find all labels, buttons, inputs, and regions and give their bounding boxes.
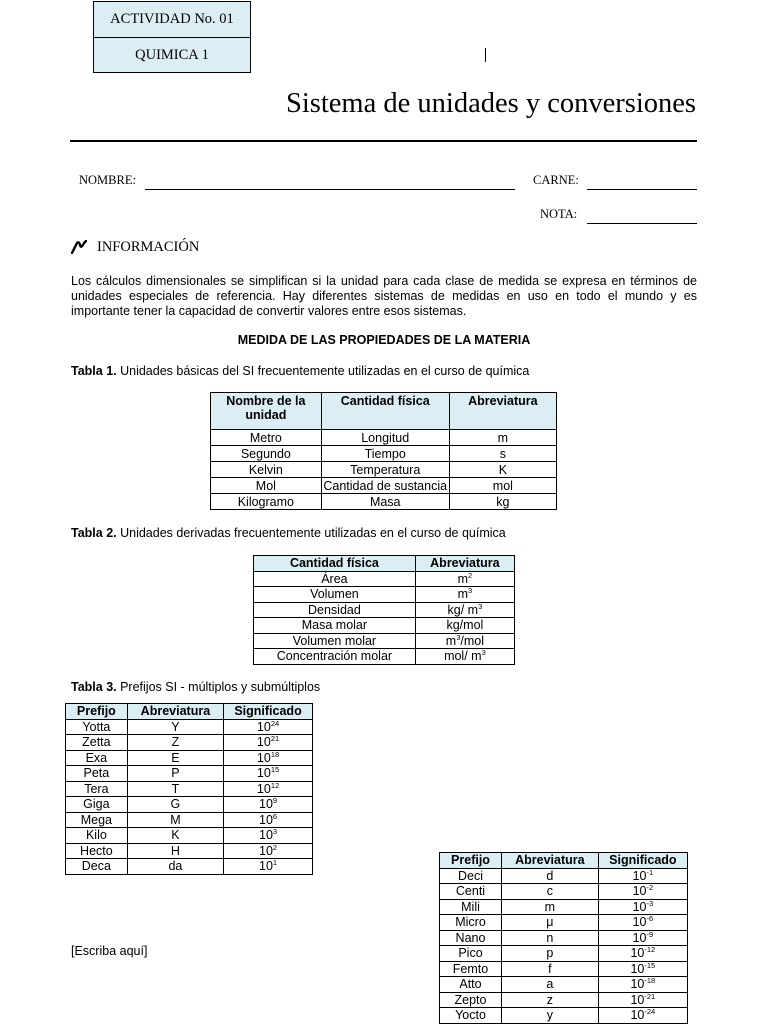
exponent: -15: [644, 960, 656, 970]
table-row: [254, 587, 515, 603]
table-row: [440, 961, 688, 977]
column-header: Significado: [224, 704, 313, 720]
activity-number: ACTIVIDAD No. 01: [94, 2, 250, 38]
table-cell: Volumen: [254, 587, 416, 603]
prefix-cell: Peta: [66, 766, 128, 782]
table-row: [211, 462, 557, 478]
table-row: [440, 899, 688, 915]
table-row: [66, 859, 313, 875]
exponent: -24: [644, 1007, 656, 1017]
symbol-cell: M: [127, 812, 223, 828]
unit-cell: mol/ $m^3$: [415, 649, 514, 665]
table-row: [254, 618, 515, 634]
exponent: 6: [272, 811, 278, 821]
symbol-cell: K: [127, 828, 223, 844]
column-header: Significado: [598, 853, 687, 869]
table-row: [254, 633, 515, 649]
unit-cell: $m^3$/mol: [415, 633, 514, 649]
name-label: NOMBRE:: [79, 173, 136, 187]
document-title: Sistema de unidades y conversiones: [286, 88, 696, 119]
exponent: -12: [644, 945, 656, 955]
prefix-cell: Hecto: [66, 843, 128, 859]
symbol-cell: d: [502, 868, 599, 884]
table-cell: Temperatura: [321, 462, 449, 478]
table-row: [66, 828, 313, 844]
symbol-cell: n: [502, 930, 599, 946]
nota-field[interactable]: [587, 223, 697, 224]
power-cell: $10^{24}$: [224, 719, 313, 735]
exponent: 15: [270, 765, 280, 775]
exponent: -2: [646, 883, 654, 893]
table-row: [66, 750, 313, 766]
power-cell: $10^{-12}$: [598, 946, 687, 962]
table-row: [66, 843, 313, 859]
table-cell: Kelvin: [211, 462, 322, 478]
prefix-cell: Kilo: [66, 828, 128, 844]
power-cell: $10^{-21}$: [598, 992, 687, 1008]
symbol-cell: T: [127, 781, 223, 797]
symbol-cell: Y: [127, 719, 223, 735]
exponent: 21: [270, 734, 280, 744]
unit-cell: kg/mol: [415, 618, 514, 634]
power-cell: $10^{-6}$: [598, 915, 687, 931]
table-row: [211, 430, 557, 446]
power-cell: $10^3$: [224, 828, 313, 844]
table-cell: Segundo: [211, 446, 322, 462]
power-cell: $10^{-3}$: [598, 899, 687, 915]
table-row: [66, 812, 313, 828]
table-row: [440, 930, 688, 946]
table-row: [440, 868, 688, 884]
column-header: Abreviatura: [415, 556, 514, 572]
table-row: [211, 446, 557, 462]
exponent: 2: [468, 570, 473, 580]
table-cell: Densidad: [254, 602, 416, 618]
table-cell: Masa molar: [254, 618, 416, 634]
symbol-cell: da: [127, 859, 223, 875]
table-cell: kg: [449, 494, 556, 510]
table-cell: mol: [449, 478, 556, 494]
symbol-cell: f: [502, 961, 599, 977]
prefix-cell: Exa: [66, 750, 128, 766]
exponent: 3: [272, 827, 278, 837]
power-cell: $10^{15}$: [224, 766, 313, 782]
column-header: Cantidad física: [254, 556, 416, 572]
prefix-cell: Centi: [440, 884, 502, 900]
exponent: 1: [272, 858, 278, 868]
column-header: Abreviatura: [502, 853, 599, 869]
section-heading: MEDIDA DE LAS PROPIEDADES DE LA MATERIA: [237, 333, 531, 347]
text-cursor: [485, 48, 486, 62]
prefix-cell: Deci: [440, 868, 502, 884]
symbol-cell: c: [502, 884, 599, 900]
table-row: [440, 977, 688, 993]
power-cell: $10^{-1}$: [598, 868, 687, 884]
write-here-placeholder[interactable]: [Escriba aquí]: [71, 944, 148, 958]
exponent: 2: [272, 842, 278, 852]
title-divider: [70, 140, 697, 142]
activity-header-box: [93, 1, 251, 73]
table-cell: Metro: [211, 430, 322, 446]
column-header: Abreviatura: [127, 704, 223, 720]
table-row: [440, 1008, 688, 1024]
exponent: 24: [270, 718, 280, 728]
table-row: [254, 602, 515, 618]
power-cell: $10^{12}$: [224, 781, 313, 797]
symbol-cell: H: [127, 843, 223, 859]
info-heading: INFORMACIÓN: [97, 239, 200, 255]
table-cell: Cantidad de sustancia: [321, 478, 449, 494]
table-cell: Concentración molar: [254, 649, 416, 665]
power-cell: $10^{21}$: [224, 735, 313, 751]
table-cell: K: [449, 462, 556, 478]
pen-stroke-icon: [71, 240, 87, 254]
unit-cell: $m^3$: [415, 587, 514, 603]
prefix-cell: Pico: [440, 946, 502, 962]
power-cell: $10^{-9}$: [598, 930, 687, 946]
exponent: -3: [646, 898, 654, 908]
exponent: -1: [646, 867, 654, 877]
power-cell: $10^9$: [224, 797, 313, 813]
power-cell: $10^6$: [224, 812, 313, 828]
carne-field[interactable]: [587, 189, 697, 190]
symbol-cell: p: [502, 946, 599, 962]
table-row: [440, 992, 688, 1008]
exponent: -21: [644, 991, 656, 1001]
table-row: [66, 797, 313, 813]
symbol-cell: y: [502, 1008, 599, 1024]
course-name: QUIMICA 1: [135, 47, 209, 63]
exponent: 3: [468, 586, 473, 596]
power-cell: $10^{-2}$: [598, 884, 687, 900]
prefix-cell: Yocto: [440, 1008, 502, 1024]
name-field[interactable]: [145, 189, 515, 190]
prefix-cell: Atto: [440, 977, 502, 993]
prefix-cell: Tera: [66, 781, 128, 797]
prefix-multiples-table: [65, 703, 313, 875]
table-row: [254, 649, 515, 665]
table-cell: Masa: [321, 494, 449, 510]
prefix-cell: Femto: [440, 961, 502, 977]
prefix-cell: Giga: [66, 797, 128, 813]
column-header: Prefijo: [440, 853, 502, 869]
table-cell: Tiempo: [321, 446, 449, 462]
table1-caption: Tabla 1. Unidades básicas del SI frecuentemente utilizadas en el curso de química: [71, 364, 530, 378]
exponent: 3: [456, 632, 461, 642]
symbol-cell: a: [502, 977, 599, 993]
table-row: [66, 735, 313, 751]
table-cell: Área: [254, 571, 416, 587]
exponent: 12: [270, 780, 280, 790]
symbol-cell: P: [127, 766, 223, 782]
column-header: Prefijo: [66, 704, 128, 720]
prefix-cell: Nano: [440, 930, 502, 946]
table-row: [66, 719, 313, 735]
column-header: Nombre de la unidad: [211, 393, 322, 430]
prefix-cell: Micro: [440, 915, 502, 931]
exponent: -9: [646, 929, 654, 939]
symbol-cell: μ: [502, 915, 599, 931]
table-cell: s: [449, 446, 556, 462]
table-row: [66, 781, 313, 797]
symbol-cell: z: [502, 992, 599, 1008]
symbol-cell: Z: [127, 735, 223, 751]
table-cell: Kilogramo: [211, 494, 322, 510]
power-cell: $10^2$: [224, 843, 313, 859]
exponent: 3: [481, 648, 486, 658]
power-cell: $10^{-15}$: [598, 961, 687, 977]
nota-label: NOTA:: [540, 207, 578, 221]
exponent: -6: [646, 914, 654, 924]
table-row: [440, 915, 688, 931]
table-cell: Mol: [211, 478, 322, 494]
table-row: [440, 946, 688, 962]
power-cell: $10^1$: [224, 859, 313, 875]
prefix-cell: Zetta: [66, 735, 128, 751]
unit-cell: kg/ $m^3$: [415, 602, 514, 618]
column-header: Cantidad física: [321, 393, 449, 430]
power-cell: $10^{18}$: [224, 750, 313, 766]
table-cell: Volumen molar: [254, 633, 416, 649]
prefix-cell: Mega: [66, 812, 128, 828]
prefix-cell: Mili: [440, 899, 502, 915]
exponent: -18: [644, 976, 656, 986]
prefix-cell: Yotta: [66, 719, 128, 735]
symbol-cell: G: [127, 797, 223, 813]
table-cell: Longitud: [321, 430, 449, 446]
exponent: 3: [478, 601, 483, 611]
column-header: Abreviatura: [449, 393, 556, 430]
table2-caption: Tabla 2. Unidades derivadas frecuentemente utilizadas en el curso de química: [71, 526, 506, 540]
power-cell: $10^{-24}$: [598, 1008, 687, 1024]
prefix-cell: Deca: [66, 859, 128, 875]
intro-paragraph: Los cálculos dimensionales se simplifican si la unidad para cada clase de medida se expresa en términos de unidades especiales de referencia. Hay diferentes sistemas de medidas en uso en todo el mundo y es importante tener la capacidad de convertir valores entre esos sistemas.: [71, 274, 697, 318]
table-row: [254, 571, 515, 587]
derived-units-table: [253, 555, 515, 665]
table-row: [211, 494, 557, 510]
table-cell: m: [449, 430, 556, 446]
table-row: [66, 766, 313, 782]
power-cell: $10^{-18}$: [598, 977, 687, 993]
table-row: [211, 478, 557, 494]
symbol-cell: m: [502, 899, 599, 915]
carne-label: CARNE:: [533, 173, 579, 187]
prefix-submultiples-table: [439, 852, 688, 1024]
prefix-cell: Zepto: [440, 992, 502, 1008]
unit-cell: $m^2$: [415, 571, 514, 587]
table-row: [440, 884, 688, 900]
exponent: 18: [270, 749, 280, 759]
base-units-table: [210, 392, 557, 510]
exponent: 9: [272, 796, 278, 806]
table3-caption: Tabla 3. Prefijos SI - múltiplos y submúltiplos: [71, 680, 321, 694]
symbol-cell: E: [127, 750, 223, 766]
